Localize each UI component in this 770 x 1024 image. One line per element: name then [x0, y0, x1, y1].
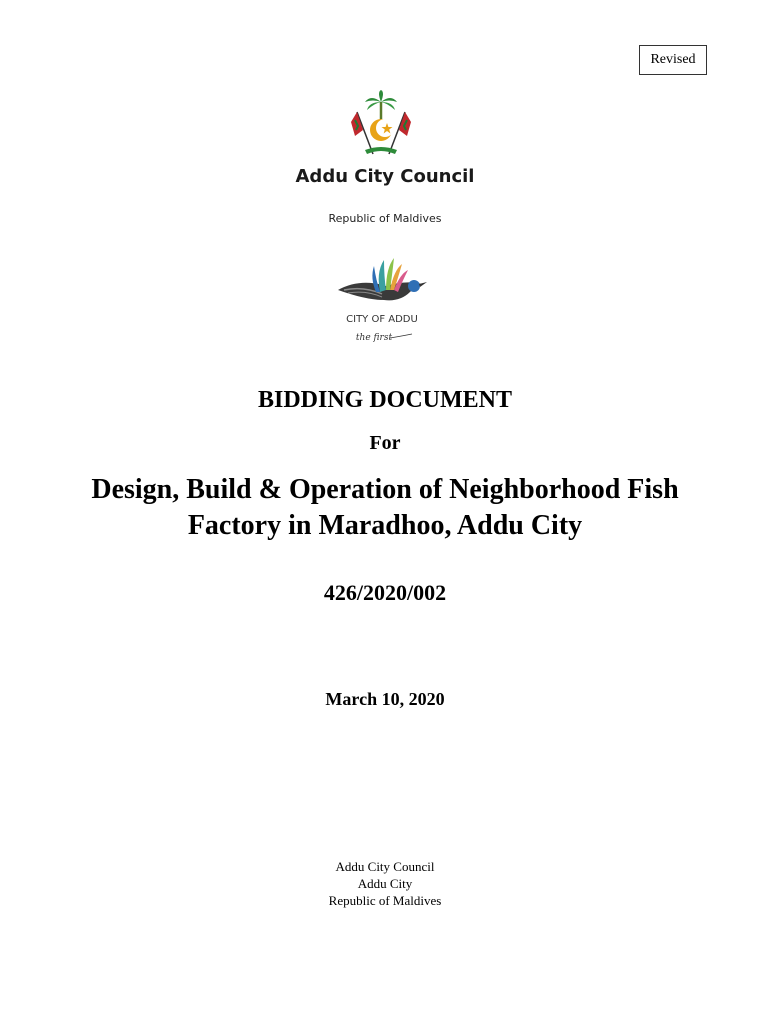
document-for-label: For: [369, 432, 401, 454]
document-date: March 10, 2020: [325, 689, 445, 709]
footer-address: [0, 858, 770, 909]
project-title-line-2: Factory in Maradhoo, Addu City: [187, 510, 583, 541]
council-country: Republic of Maldives: [328, 212, 442, 225]
project-title: [60, 472, 710, 544]
national-emblem-icon: [345, 90, 417, 162]
footer-line-1: Addu City Council: [335, 859, 435, 874]
project-title-line-1: Design, Build & Operation of Neighborhood Fish: [91, 474, 679, 505]
city-logo-wordmark: CITY OF ADDU: [346, 314, 418, 325]
revised-stamp: Revised: [639, 45, 707, 75]
footer-line-2: Addu City: [357, 876, 413, 891]
city-logo-tagline: the first: [355, 333, 393, 343]
reference-number: 426/2020/002: [323, 580, 447, 605]
council-name: Addu City Council: [295, 166, 475, 187]
footer-line-3: Republic of Maldives: [328, 893, 442, 908]
document-type-heading: BIDDING DOCUMENT: [257, 387, 512, 413]
city-of-addu-logo: [330, 256, 434, 348]
